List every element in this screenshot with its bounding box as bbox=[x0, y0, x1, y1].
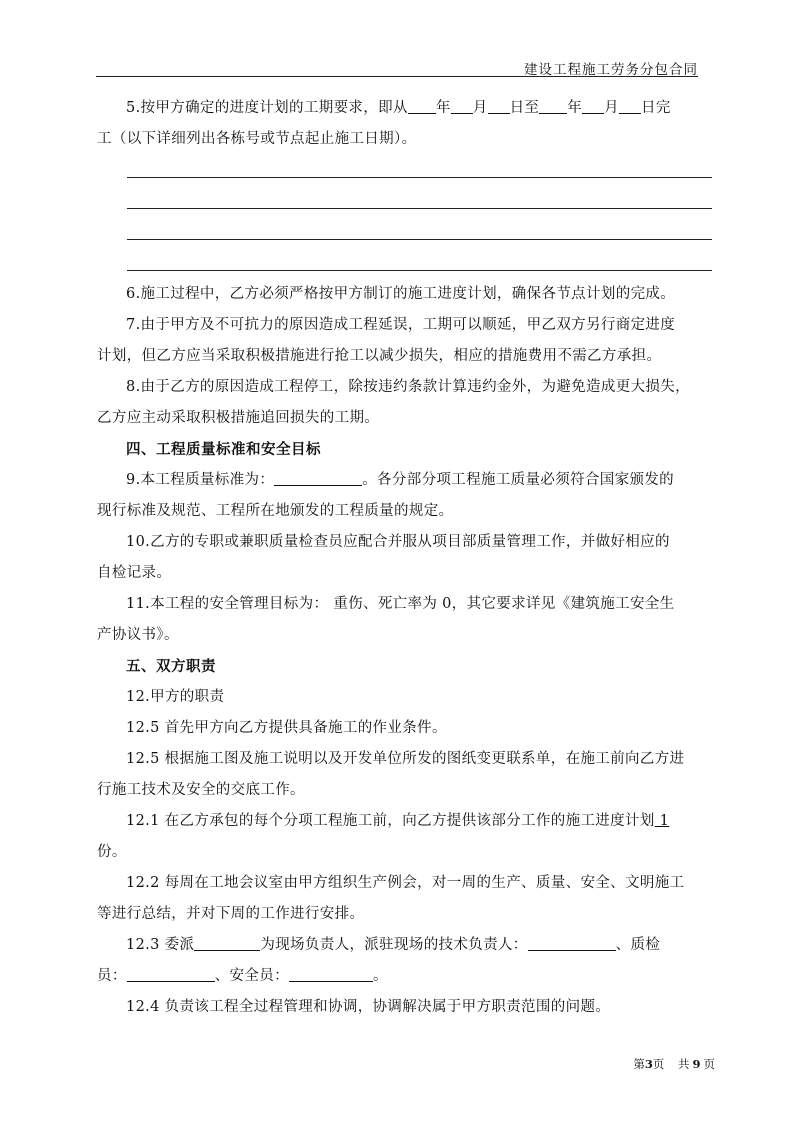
item-12-5-b-line-2: 行施工技术及安全的交底工作。 bbox=[97, 782, 305, 798]
item-8-line-1: 8.由于乙方的原因造成工程停工，除按违约条款计算违约金外，为避免造成更大损失， bbox=[126, 379, 690, 395]
item-12-3 bbox=[97, 930, 717, 992]
item-5-line-2: 工（以下详细列出各栋号或节点起止施工日期）。 bbox=[97, 131, 417, 147]
label-day-1: 日至 bbox=[509, 100, 540, 116]
item-12-2-line-2: 等进行总结，并对下周的工作进行安排。 bbox=[97, 906, 365, 922]
footer-total-label: 共 bbox=[677, 1057, 690, 1071]
blank-start-month bbox=[451, 99, 473, 114]
item-11-line-2: 产协议书》。 bbox=[97, 627, 179, 643]
item-12-1-count: 1 bbox=[654, 813, 670, 829]
item-11 bbox=[97, 589, 717, 651]
item-12-3-mid2: 、质检 bbox=[615, 937, 661, 953]
item-12-2 bbox=[97, 868, 717, 930]
blank-safety-officer bbox=[289, 967, 373, 982]
item-12-3-line-2 bbox=[97, 961, 717, 992]
section-4-heading: 四、工程质量标准和安全目标 bbox=[126, 441, 321, 458]
item-12-2-line-1: 12.2 每周在工地会议室由甲方组织生产例会，对一周的生产、质量、安全、文明施工 bbox=[126, 875, 685, 891]
item-12-4-text: 12.4 负责该工程全过程管理和协调，协调解决属于甲方职责范围的问题。 bbox=[126, 999, 611, 1015]
item-9 bbox=[97, 465, 717, 527]
fill-line-1 bbox=[127, 177, 712, 178]
item-12 bbox=[97, 682, 717, 713]
fill-line-4 bbox=[127, 270, 712, 271]
item-5 bbox=[97, 93, 717, 155]
item-11-line-1: 11.本工程的安全管理目标为： 重伤、死亡率为 0，其它要求详见《建筑施工安全生 bbox=[126, 596, 675, 612]
item-12-4 bbox=[97, 992, 717, 1023]
item-12-5-b-line-1: 12.5 根据施工图及施工说明以及开发单位所发的图纸变更联系单，在施工前向乙方进 bbox=[126, 751, 685, 767]
header-title: 建设工程施工劳务分包合同 bbox=[524, 62, 698, 78]
item-9-prefix: 9.本工程质量标准为： bbox=[126, 472, 275, 488]
item-7-line-2: 计划，但乙方应当采取积极措施进行抢工以减少损失，相应的措施费用不需乙方承担。 bbox=[97, 348, 662, 364]
item-12-3-end: 。 bbox=[372, 968, 388, 984]
fill-line-2 bbox=[127, 208, 712, 209]
item-10-line-2: 自检记录。 bbox=[97, 565, 172, 581]
item-12-text: 12.甲方的职责 bbox=[126, 689, 225, 705]
footer-page-label: 第 bbox=[633, 1057, 645, 1071]
fill-line-3 bbox=[127, 239, 712, 240]
item-12-1-prefix: 12.1 在乙方承包的每个分项工程施工前，向乙方提供该部分工作的施工进度计划 bbox=[126, 813, 655, 829]
item-8-line-2: 乙方应主动采取积极措施追回损失的工期。 bbox=[97, 410, 380, 426]
item-9-line-1 bbox=[97, 465, 717, 496]
label-year-2: 年 bbox=[567, 100, 583, 116]
item-8 bbox=[97, 372, 717, 434]
item-12-1-line-2: 份。 bbox=[97, 844, 127, 860]
item-12-3-line-1 bbox=[97, 930, 717, 961]
label-year-1: 年 bbox=[435, 100, 451, 116]
item-12-1 bbox=[97, 806, 717, 868]
blank-site-manager bbox=[194, 936, 260, 951]
footer-total-number: 9 bbox=[692, 1057, 701, 1071]
item-7 bbox=[97, 310, 717, 372]
item-12-5-b bbox=[97, 744, 717, 806]
header-rule bbox=[96, 76, 698, 77]
blank-start-day bbox=[488, 99, 510, 114]
item-12-3-inspector-label: 员： bbox=[97, 968, 127, 984]
footer-total-unit: 页 bbox=[703, 1057, 715, 1071]
item-10 bbox=[97, 527, 717, 589]
item-5-prefix: 5.按甲方确定的进度计划的工期要求，即从 bbox=[126, 100, 408, 116]
blank-start-year bbox=[408, 99, 436, 114]
item-6 bbox=[97, 279, 717, 310]
blank-quality-inspector bbox=[127, 967, 215, 982]
item-9-line-2: 现行标准及规范、工程所在地颁发的工程质量的规定。 bbox=[97, 503, 454, 519]
page-footer bbox=[630, 1056, 715, 1072]
blank-technical-lead bbox=[528, 936, 616, 951]
section-5-heading: 五、双方职责 bbox=[126, 658, 216, 675]
item-10-line-1: 10.乙方的专职或兼职质量检查员应配合并服从项目部质量管理工作，并做好相应的 bbox=[126, 534, 670, 550]
label-day-2: 日完 bbox=[640, 100, 671, 116]
item-6-text: 6.施工过程中，乙方必须严格按甲方制订的施工进度计划，确保各节点计划的完成。 bbox=[126, 286, 676, 302]
blank-end-day bbox=[619, 99, 641, 114]
item-9-suffix: 。各分部分项工程施工质量必须符合国家颁发的 bbox=[362, 472, 675, 488]
label-month-2: 月 bbox=[604, 100, 619, 116]
blank-quality-standard bbox=[274, 471, 362, 486]
item-7-line-1: 7.由于甲方及不可抗力的原因造成工程延误，工期可以顺延，甲乙双方另行商定进度 bbox=[126, 317, 676, 333]
blank-end-year bbox=[539, 99, 567, 114]
item-12-3-prefix: 12.3 委派 bbox=[126, 937, 195, 953]
label-month-1: 月 bbox=[472, 100, 488, 116]
item-12-1-line-1 bbox=[97, 806, 717, 837]
item-5-line-1 bbox=[97, 93, 717, 124]
blank-end-month bbox=[582, 99, 604, 114]
item-12-5-a bbox=[97, 713, 717, 744]
footer-page-number: 3 bbox=[644, 1057, 653, 1071]
item-12-5-a-text: 12.5 首先甲方向乙方提供具备施工的作业条件。 bbox=[126, 720, 447, 736]
item-12-3-mid: 为现场负责人，派驻现场的技术负责人： bbox=[260, 937, 528, 953]
item-12-3-safety-label: 、安全员： bbox=[214, 968, 289, 984]
footer-page-unit: 页 bbox=[652, 1057, 665, 1071]
